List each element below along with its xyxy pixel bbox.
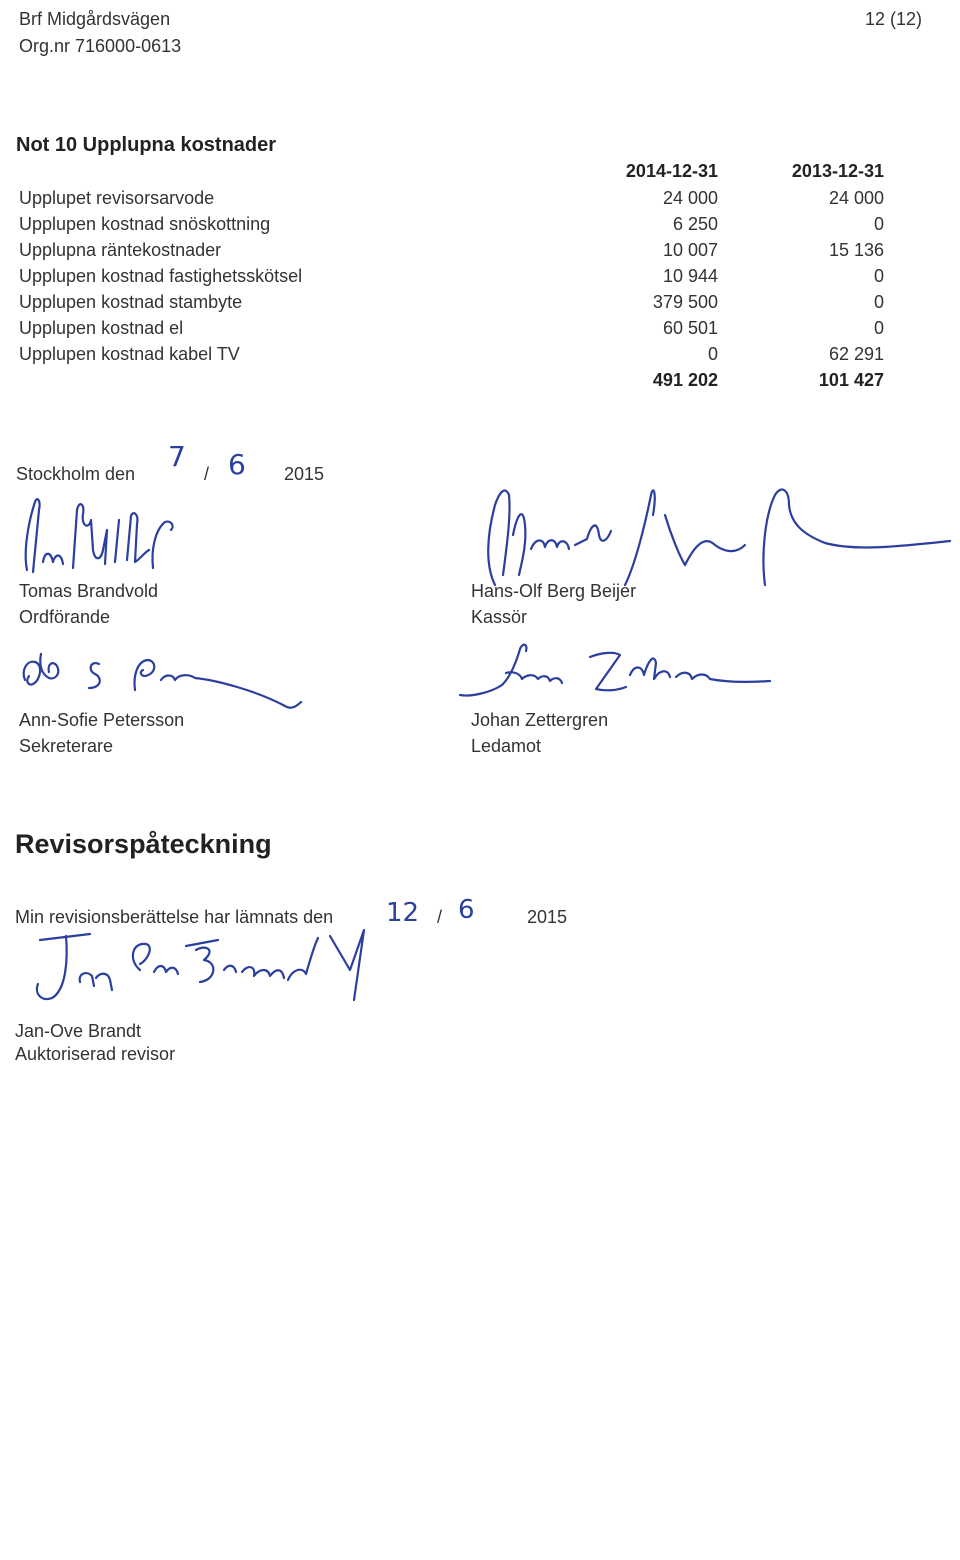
signatory-name: Hans-Olf Berg Beijer <box>471 581 637 601</box>
page-number: 12 (12) <box>864 9 922 29</box>
value-2014: 379 500 <box>652 292 718 312</box>
signature-ann-sofie-petersson <box>15 640 305 710</box>
value-2013: 0 <box>873 292 884 312</box>
signatory-role: Kassör <box>471 607 528 627</box>
organization-number: Org.nr 716000-0613 <box>19 36 182 56</box>
value-2014: 6 250 <box>672 214 718 234</box>
signatory-name: Tomas Brandvold <box>19 581 159 601</box>
audit-statement: Min revisionsberättelse har lämnats den <box>15 907 334 927</box>
value-2013: 0 <box>873 214 884 234</box>
value-2013: 24 000 <box>828 188 884 208</box>
value-2013: 62 291 <box>828 344 884 364</box>
auditor-role: Auktoriserad revisor <box>15 1044 176 1064</box>
value-2014: 0 <box>707 344 718 364</box>
signatory-role: Sekreterare <box>19 736 114 756</box>
signing-year: 2015 <box>284 464 325 484</box>
row-label: Upplupen kostnad stambyte <box>19 292 243 312</box>
value-2013: 0 <box>873 318 884 338</box>
signing-month-handwritten: 6 <box>228 448 246 481</box>
row-label: Upplupet revisorsarvode <box>19 188 215 208</box>
signing-day-handwritten: 7 <box>168 440 186 473</box>
auditor-name: Jan-Ove Brandt <box>15 1021 142 1041</box>
signatory-name: Ann-Sofie Petersson <box>19 710 185 730</box>
signature-jan-ove-brandt <box>20 920 380 1020</box>
note-title: Not 10 Upplupna kostnader <box>16 134 277 156</box>
row-label: Upplupen kostnad el <box>19 318 184 338</box>
row-label: Upplupen kostnad fastighetsskötsel <box>19 266 303 286</box>
value-2014: 10 007 <box>662 240 718 260</box>
total-2013: 101 427 <box>818 370 884 390</box>
row-label: Upplupna räntekostnader <box>19 240 222 260</box>
value-2014: 60 501 <box>662 318 718 338</box>
signatory-role: Ledamot <box>471 736 542 756</box>
signatory-role: Ordförande <box>19 607 111 627</box>
signatory-name: Johan Zettergren <box>471 710 609 730</box>
audit-month-handwritten: 6 <box>458 895 475 925</box>
row-label: Upplupen kostnad snöskottning <box>19 214 271 234</box>
audit-day-handwritten: 12 <box>386 898 420 928</box>
audit-date-separator: / <box>437 907 443 927</box>
column-header-2014: 2014-12-31 <box>625 161 718 181</box>
value-2014: 10 944 <box>662 266 718 286</box>
signing-place-label: Stockholm den <box>16 464 136 484</box>
value-2014: 24 000 <box>662 188 718 208</box>
organization-name: Brf Midgårdsvägen <box>19 9 171 29</box>
date-separator: / <box>204 464 210 484</box>
value-2013: 15 136 <box>828 240 884 260</box>
column-header-2013: 2013-12-31 <box>791 161 884 181</box>
audit-section-title: Revisorspåteckning <box>15 829 272 859</box>
total-2014: 491 202 <box>652 370 718 390</box>
row-label: Upplupen kostnad kabel TV <box>19 344 240 364</box>
value-2013: 0 <box>873 266 884 286</box>
signature-tomas-brandvold <box>15 490 195 580</box>
signature-johan-zettergren <box>450 635 790 715</box>
audit-year: 2015 <box>527 907 568 927</box>
